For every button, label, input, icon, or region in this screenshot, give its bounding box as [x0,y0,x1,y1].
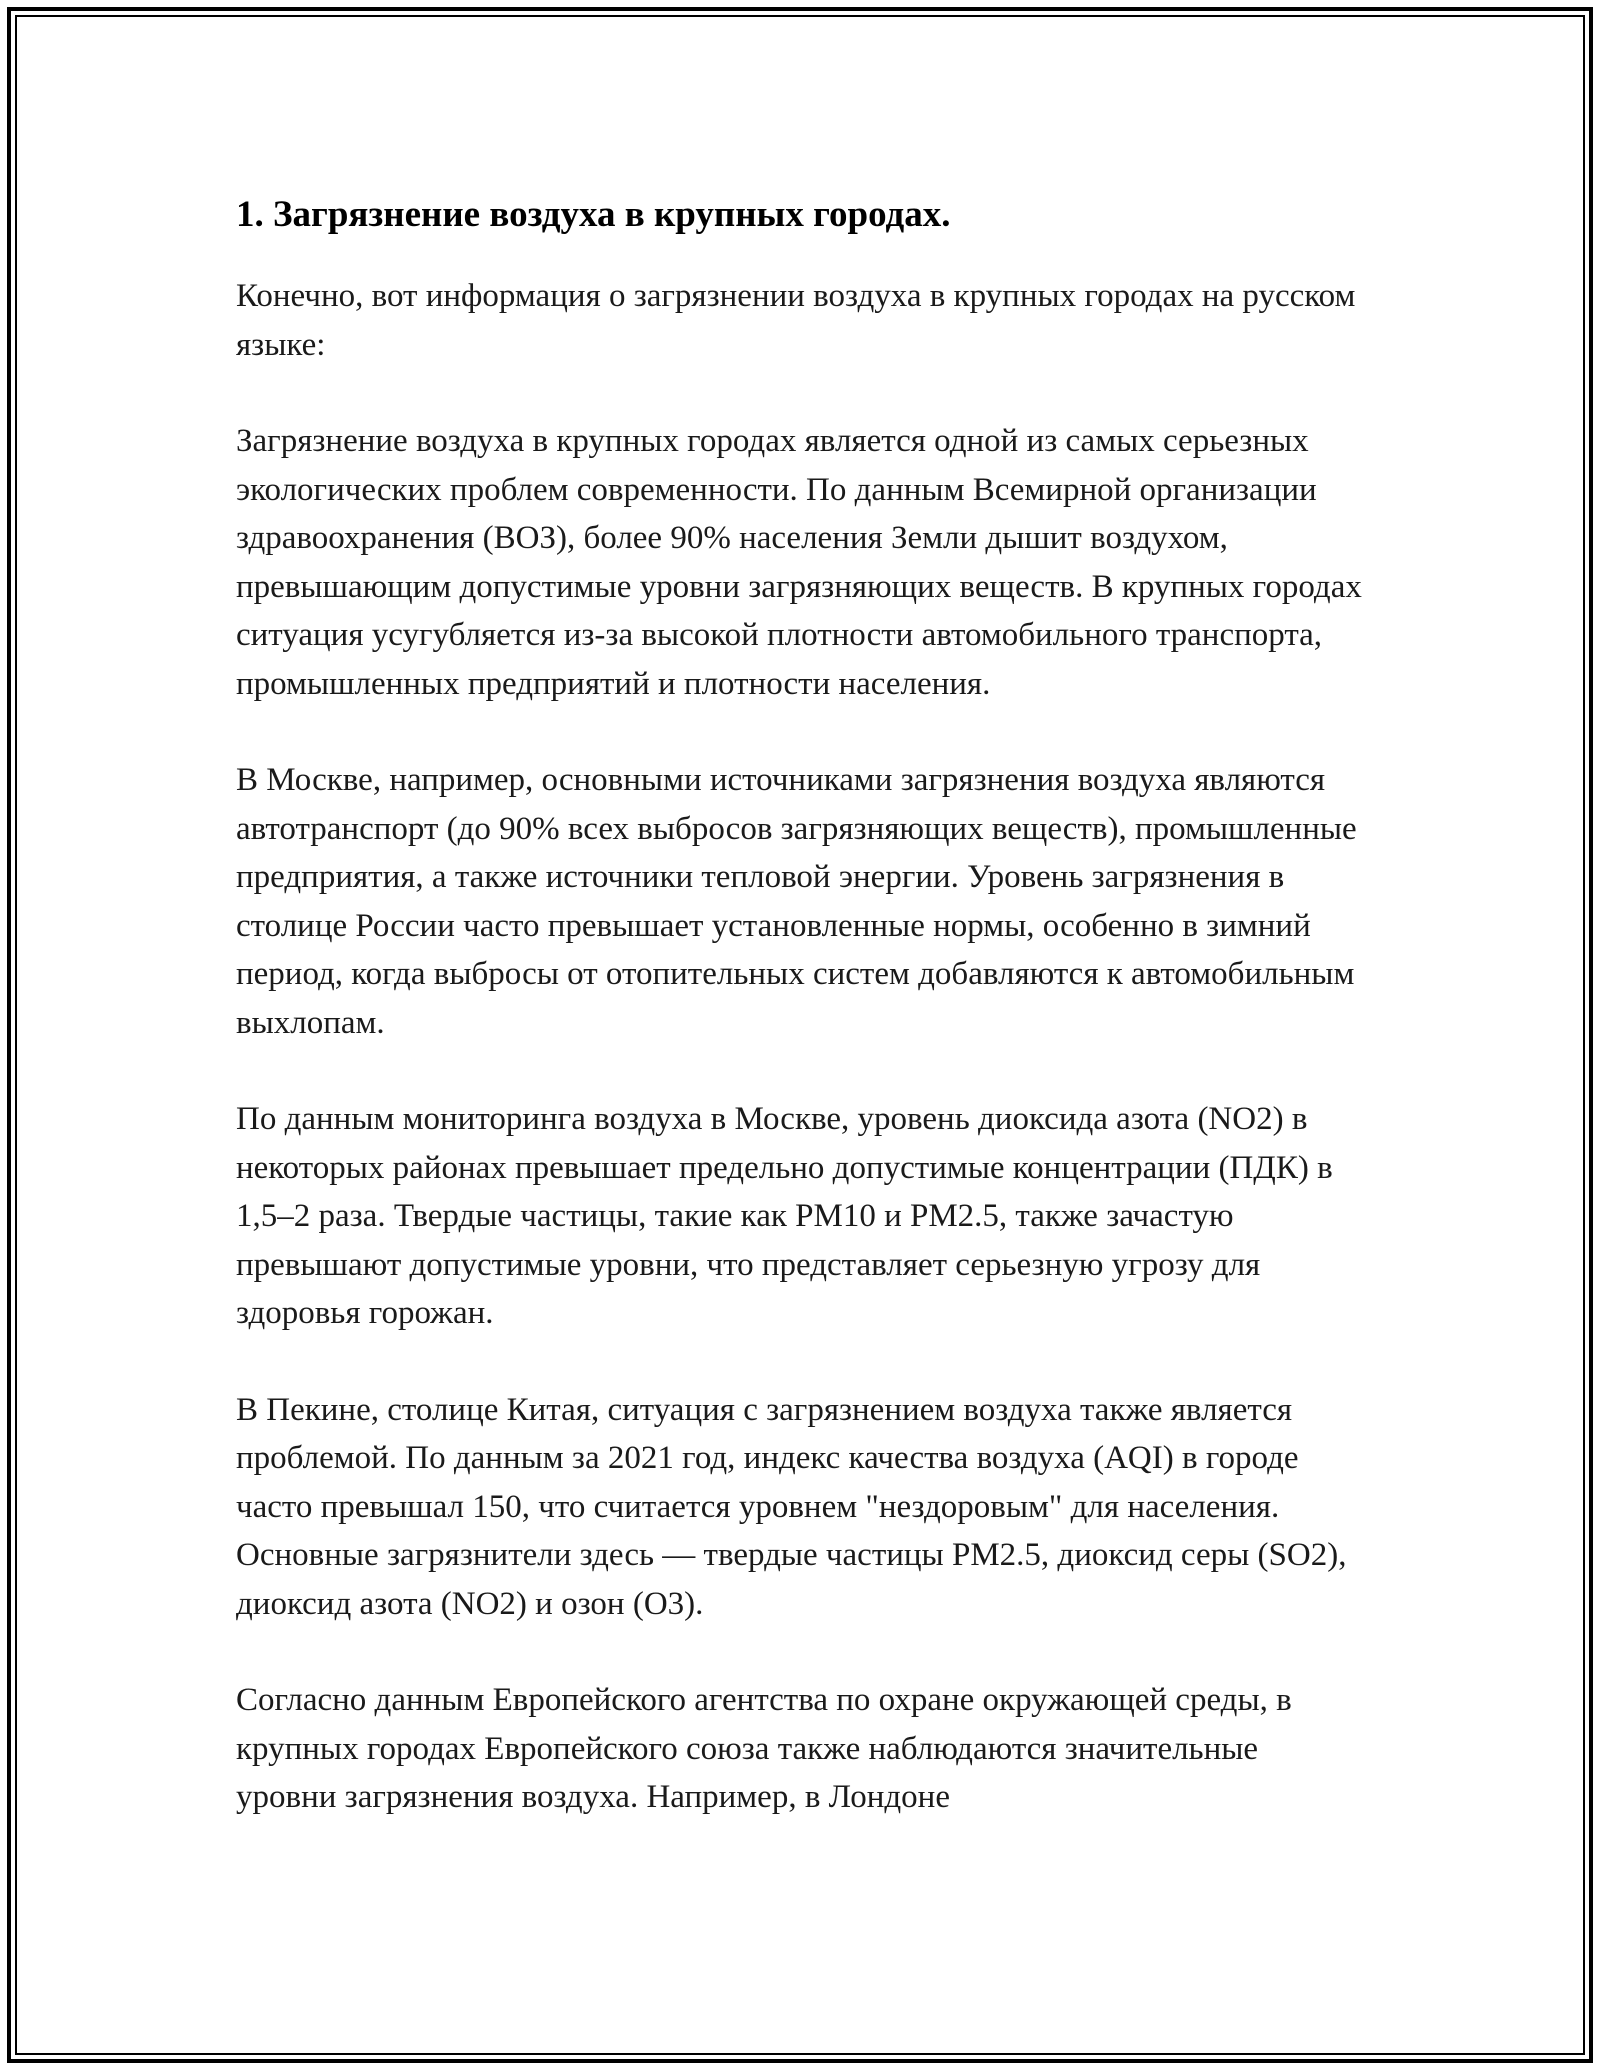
document-title: 1. Загрязнение воздуха в крупных городах. [236,194,951,235]
paragraph-overview: Загрязнение воздуха в крупных городах является одной из самых серьезных экологических проблем современности. По данным Всемирной организации здравоохранения (ВОЗ), более 90% населения Земли дышит воздухом, превышающим допустимые уровни загрязняющих веществ. В крупных городах ситуация усугубляется из-за высокой плотности автомобильного транспорта, промышленных предприятий и плотности населения. [236,423,1362,702]
paragraph-intro: Конечно, вот информация о загрязнении воздуха в крупных городах на русском языке: [236,278,1356,363]
document-page [236,188,1366,1870]
paragraph-europe: Согласно данным Европейского агентства по охране окружающей среды, в крупных городах Европейского союза также наблюдаются значительные уровни загрязнения воздуха. Например, в Лондоне [236,1682,1292,1815]
paragraph-moscow-sources: В Москве, например, основными источниками загрязнения воздуха являются автотранспорт (до 90% всех выбросов загрязняющих веществ), промышленные предприятия, а также источники тепловой энергии. Уровень загрязнения в столице России часто превышает установленные нормы, особенно в зимний период, когда выбросы от отопительных систем добавляются к автомобильным выхлопам. [236,762,1357,1041]
paragraph-moscow-monitoring: По данным мониторинга воздуха в Москве, уровень диоксида азота (NO2) в некоторых районах превышает предельно допустимые концентрации (ПДК) в 1,5–2 раза. Твердые частицы, такие как PM10 и PM2.5, также зачастую превышают допустимые уровни, что представляет серьезную угрозу для здоровья горожан. [236,1101,1333,1331]
paragraph-beijing: В Пекине, столице Китая, ситуация с загрязнением воздуха также является проблемой. По данным за 2021 год, индекс качества воздуха (AQI) в городе часто превышал 150, что считается уровнем "нездоровым" для населения. Основные загрязнители здесь — твердые частицы PM2.5, диоксид серы (SO2), диоксид азота (NO2) и озон (O3). [236,1391,1347,1622]
